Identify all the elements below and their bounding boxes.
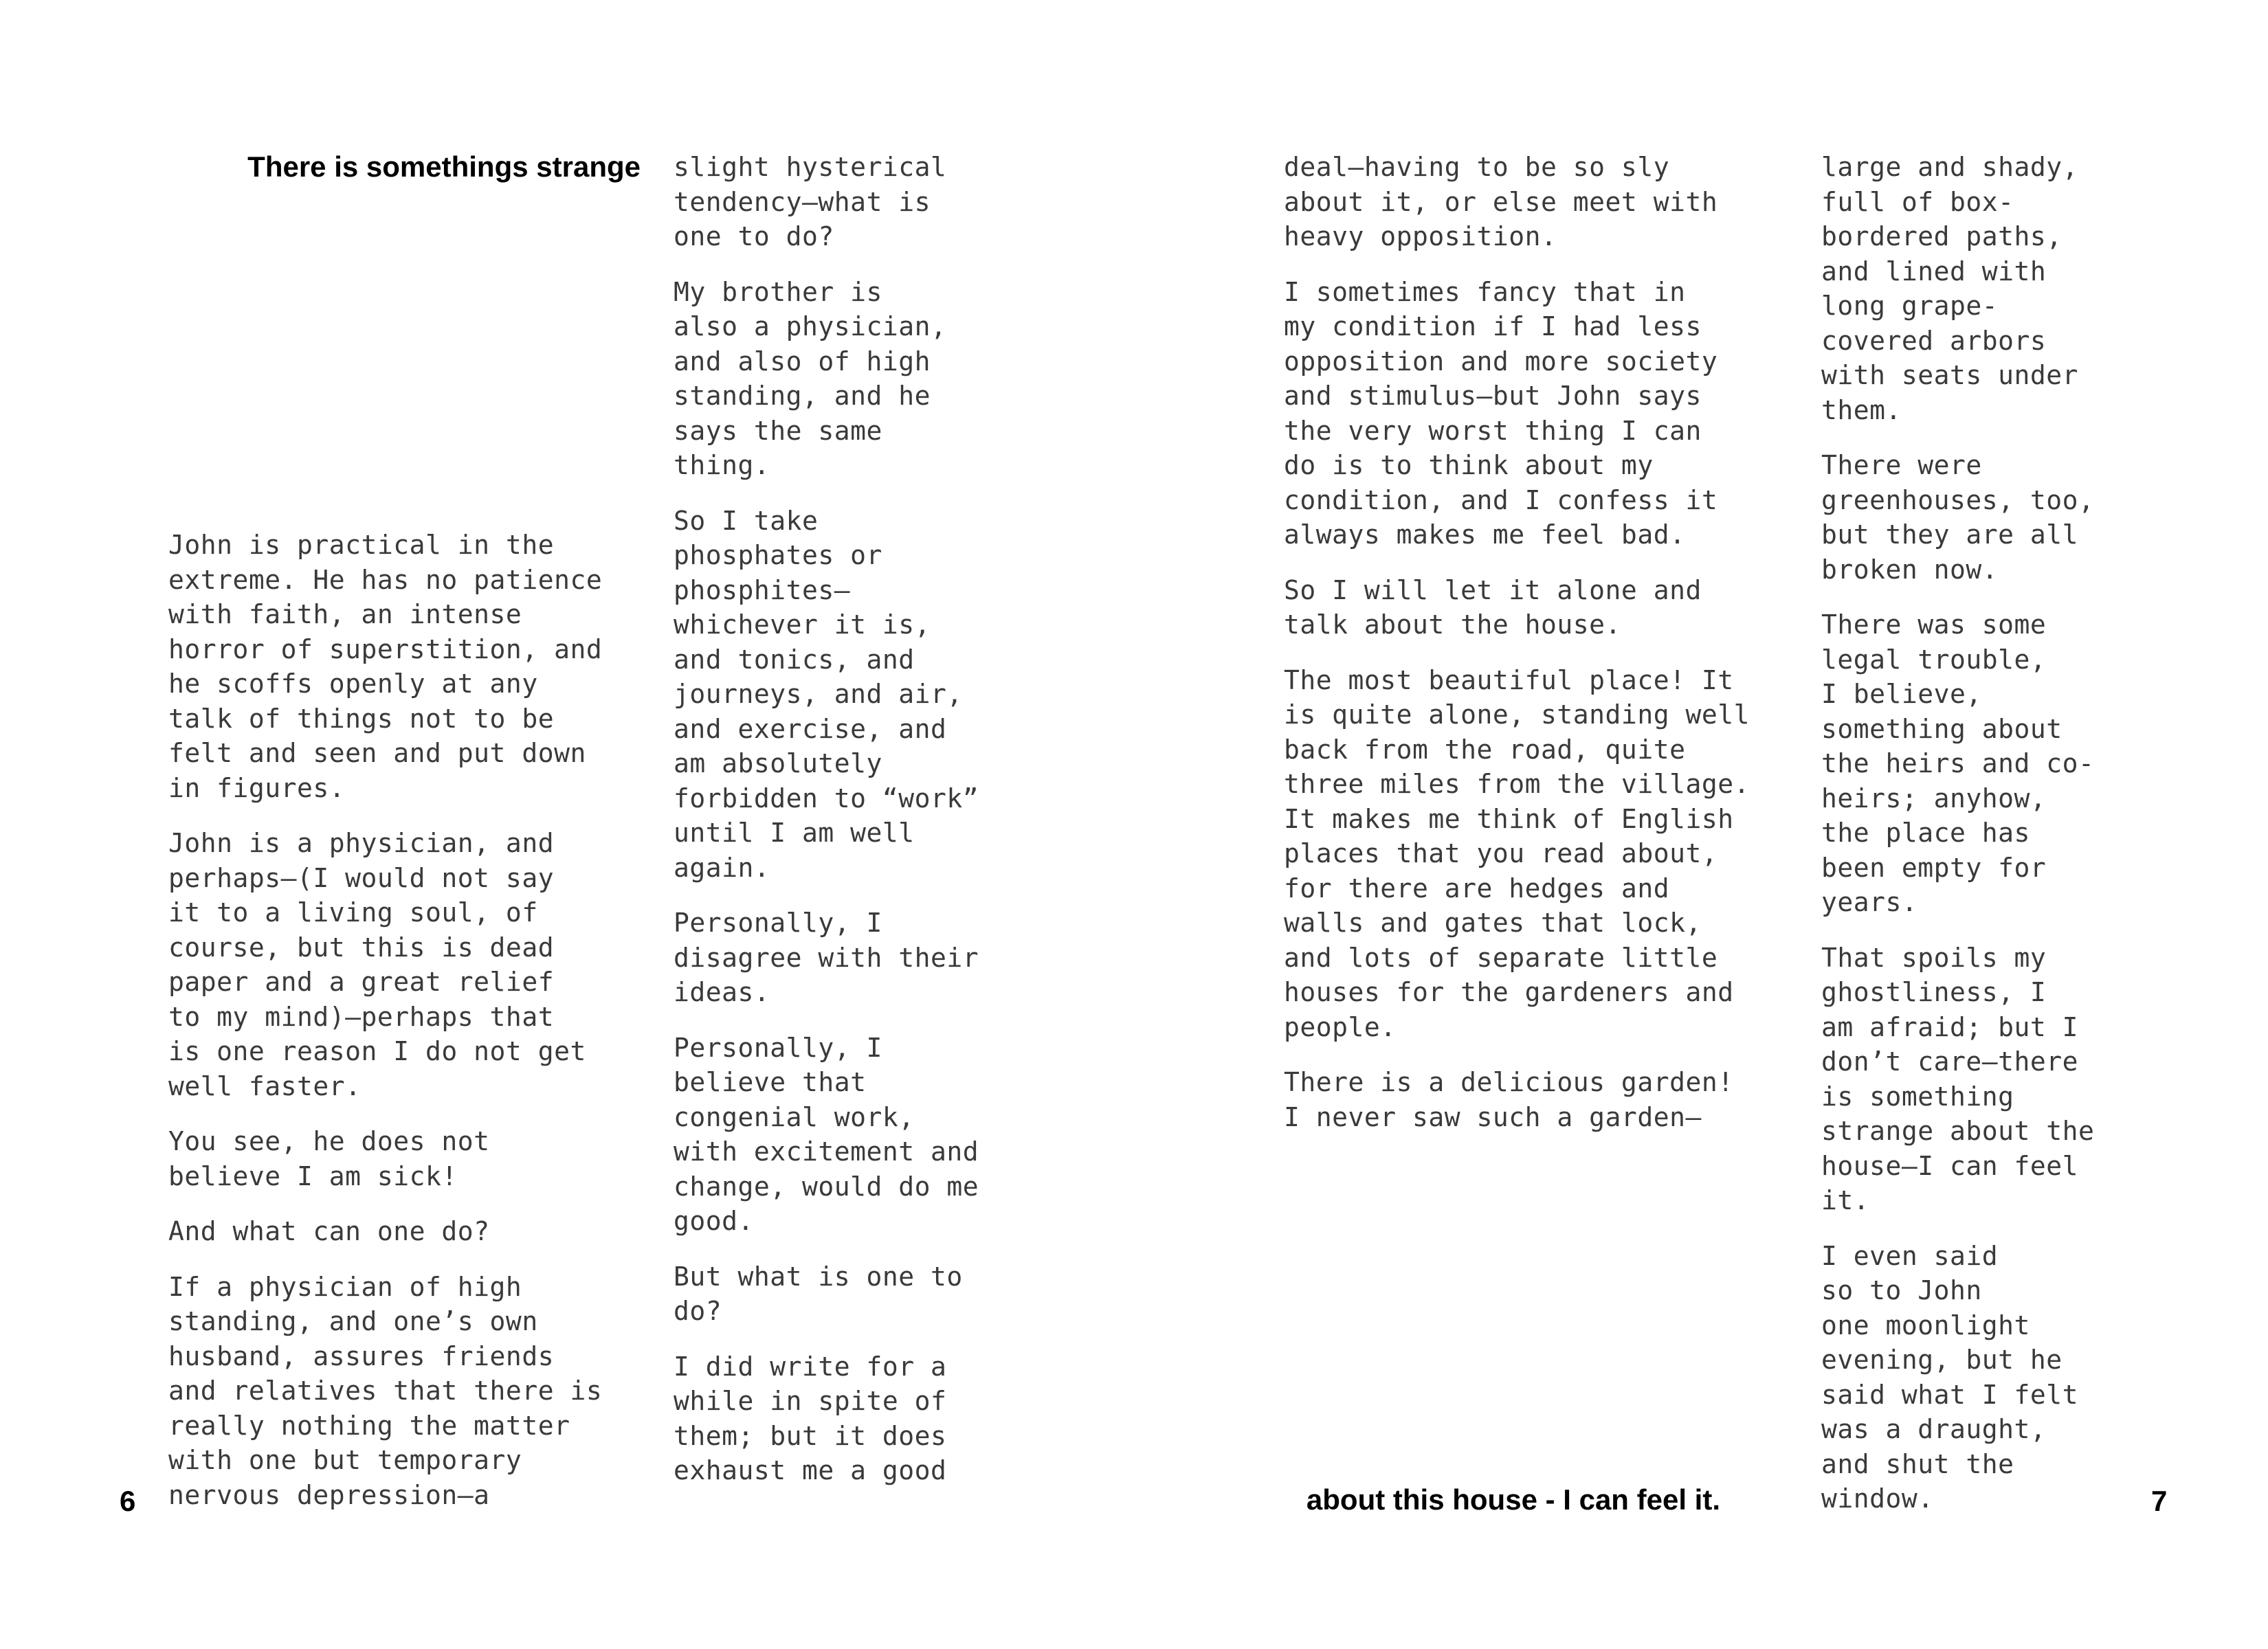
right-page-column-2 bbox=[1821, 150, 2168, 1537]
paragraph: So I take phosphates or phosphites— whichever it is, and tonics, and journeys, and air, and exercise, and am absolutely forbidden to “work” until I am well again. bbox=[674, 505, 979, 883]
right-page bbox=[1134, 0, 2268, 1649]
left-page-column-1 bbox=[168, 528, 649, 1533]
left-page-number: 6 bbox=[120, 1485, 136, 1517]
paragraph: So I will let it alone and talk about the house. bbox=[1284, 574, 1702, 640]
paragraph: John is practical in the extreme. He has no patience with faith, an intense horror of superstition, and he scoffs openly at any talk of things not to be felt and seen and put down in figures. bbox=[168, 530, 603, 803]
paragraph: Personally, I disagree with their ideas. bbox=[674, 908, 979, 1007]
paragraph: That spoils my ghostliness, I am afraid; but I don’t care—there is something strange about the house—I can feel it. bbox=[1821, 942, 2095, 1215]
paragraph: John is a physician, and perhaps—(I would not say it to a living soul, of course, but this is dead paper and a great relief to my mind)—perhaps that is one reason I do not get well faster. bbox=[168, 828, 586, 1101]
paragraph: There were greenhouses, too, but they are all broken now. bbox=[1821, 450, 2095, 585]
paragraph: I sometimes fancy that in my condition if I had less opposition and more society and stimulus—but John says the very worst thing I can do is to think about my condition, and I confess it always makes me feel bad. bbox=[1284, 276, 1718, 550]
right-page-column-1 bbox=[1284, 150, 1779, 1155]
paragraph: slight hysterical tendency—what is one to do? bbox=[674, 152, 947, 251]
paragraph: deal—having to be so sly about it, or else meet with heavy opposition. bbox=[1284, 152, 1718, 251]
left-page-heading: There is somethings strange bbox=[247, 150, 641, 183]
paragraph: I did write for a while in spite of them; but it does exhaust me a good bbox=[674, 1351, 947, 1485]
paragraph: Personally, I believe that congenial work, with excitement and change, would do me good. bbox=[674, 1032, 979, 1236]
right-page-number: 7 bbox=[2151, 1485, 2168, 1517]
paragraph: My brother is also a physician, and also of high standing, and he says the same thing. bbox=[674, 276, 947, 480]
paragraph: I even said so to John one moonlight evening, but he said what I felt was a draught, and shut the window. bbox=[1821, 1240, 2079, 1514]
paragraph: There was some legal trouble, I believe, something about the heirs and co- heirs; anyhow, the place has been empty for years. bbox=[1821, 609, 2095, 917]
paragraph: And what can one do? bbox=[168, 1216, 490, 1246]
paragraph: large and shady, full of box- bordered paths, and lined with long grape- covered arbors with seats under them. bbox=[1821, 152, 2079, 425]
paragraph: The most beautiful place! It is quite alone, standing well back from the road, quite three miles from the village. It makes me think of English places that you read about, for there are hedges and walls and gates that lock, and lots of separate little houses for the gardeners and people. bbox=[1284, 664, 1750, 1042]
paragraph: You see, he does not believe I am sick! bbox=[168, 1126, 490, 1191]
paragraph: But what is one to do? bbox=[674, 1261, 963, 1326]
right-page-heading: about this house - I can feel it. bbox=[1306, 1483, 1720, 1516]
paragraph: If a physician of high standing, and one’s own husband, assures friends and relatives that there is really nothing the matter with one but temporary nervous depression—a bbox=[168, 1271, 603, 1510]
paragraph: There is a delicious garden! I never saw such a garden— bbox=[1284, 1067, 1734, 1132]
left-page-column-2 bbox=[674, 150, 1017, 1509]
